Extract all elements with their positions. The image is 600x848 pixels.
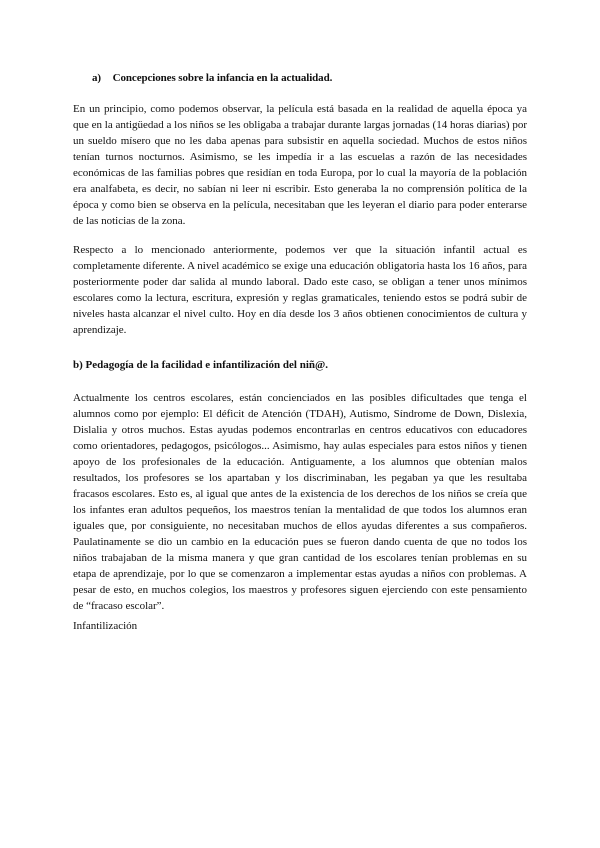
paragraph-3: Actualmente los centros escolares, están concienciados en las posibles dificultades que tenga el alumnos como por ejemplo: El déficit de Atención (TDAH), Autismo, Síndrome de Down, Dislexia, Dislalia y otros muchos. Estas ayudas podemos encontrarlas en centros educativos con educadores como orientadores, pedagogos, psicólogos... Asimismo, hay aulas especiales para estos niños y tienen apoyo de los profesionales de la educación. Antiguamente, a los alumnos que obtenían malos resultados, los profesores se los apartaban y los discriminaban, les pegaban ya que les resultaba fracasos escolares. Esto es, al igual que antes de la existencia de los derechos de los niños se creía que los infantes eran adultos pequeños, los maestros tenían la mentalidad de que todos los alumnos eran iguales que, por consiguiente, no necesitaban muchos de ellos ayudas diferentes a sus compañeros. Paulatinamente se dio un cambio en la educación pues se fueron dando cuenta de que no todos los niños trabajaban de la misma manera y que gran cantidad de los escolares tenían problemas en su etapa de aprendizaje, por lo que se comenzaron a implementar estas ayudas a niños con problemas. A pesar de esto, en muchos colegios, los maestros y profesores siguen ejerciendo con este pensamiento de “fracaso escolar”. (73, 392, 527, 612)
section-a-heading (92, 72, 332, 84)
paragraph-2: Respecto a lo mencionado anteriormente, podemos ver que la situación infantil actual es completamente diferente. A nivel académico se exige una educación obligatoria hasta los 16 años, para posteriormente poder dar salida al mundo laboral. Dado este caso, se obligan a tener unos mínimos escolares como la lectura, escritura, expresión y reglas gramaticales, teniendo estos se podrá subir de niveles hasta alcanzar el nivel culto. Hoy en día desde los 3 años obtienen conocimientos de cultura y aprendizaje. (73, 244, 527, 336)
closing-word: Infantilización (73, 620, 138, 632)
paragraph-1: En un principio, como podemos observar, la película está basada en la realidad de aquella época ya que en la antigüedad a los niños se les obligaba a trabajar durante largas jornadas (14 horas diarias) por un sueldo mísero que no les daba apenas para subsistir en aquella sociedad. Muchos de estos niños tenían turnos nocturnos. Asimismo, se les impedía ir a las escuelas a razón de las necesidades económicas de las familias pobres que residían en toda Europa, por lo cual la mayoría de la población era analfabeta, es decir, no sabían ni leer ni escribir. Esto generaba la no comprensión política de la época y como bien se observa en la película, necesitaban que les leyeran el diario para poder enterarse de las noticias de la zona. (73, 103, 527, 227)
section-a-number: a) (92, 72, 101, 84)
section-a-title: Concepciones sobre la infancia en la actualidad. (112, 72, 333, 84)
section-b-heading: b) Pedagogía de la facilidad e infantilización del niñ@. (73, 359, 328, 371)
